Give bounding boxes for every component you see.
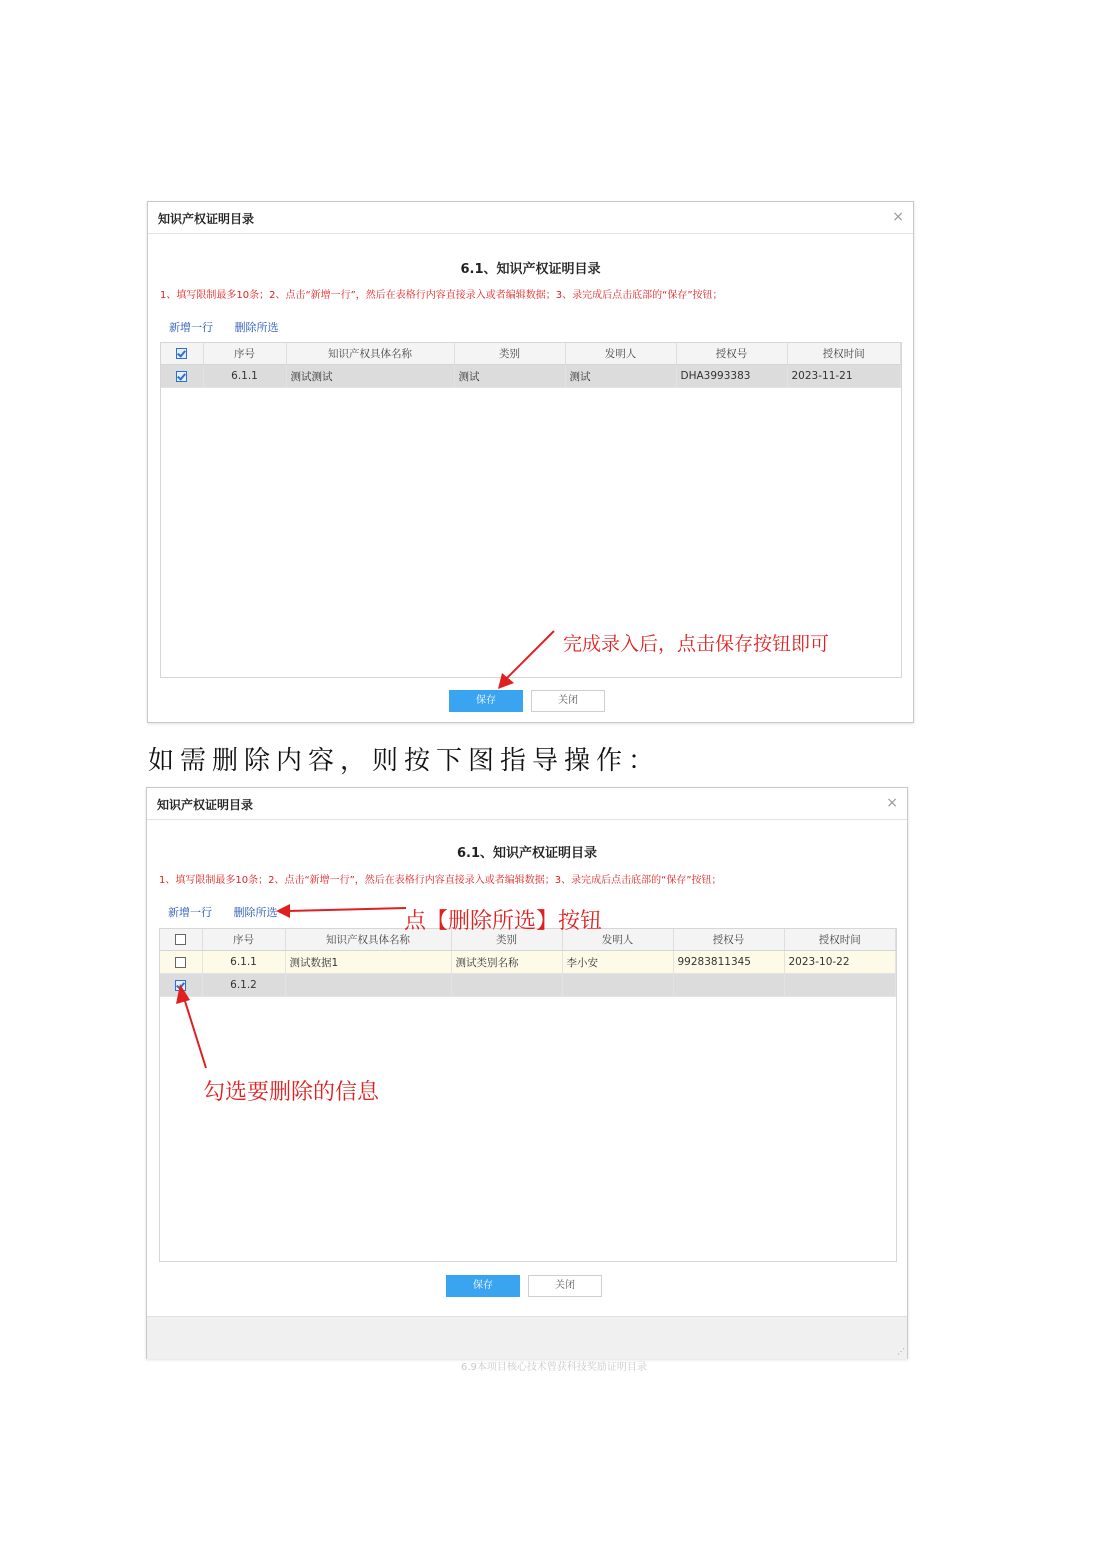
add-row-button[interactable]: 新增一行 xyxy=(168,906,212,919)
row-checkbox[interactable] xyxy=(175,957,186,968)
grid-toolbar xyxy=(169,319,297,335)
arrow-to-checkbox xyxy=(172,980,212,1072)
dialog-footer-bar xyxy=(147,1316,907,1359)
annotation-delete: 点【删除所选】按钮 xyxy=(404,909,603,934)
cell-auth-no[interactable] xyxy=(673,974,784,997)
cell-inventor[interactable] xyxy=(562,974,673,997)
column-header: 发明人 xyxy=(565,343,676,365)
close-button[interactable]: 关闭 xyxy=(528,1275,602,1297)
save-button[interactable]: 保存 xyxy=(449,690,523,712)
cell-auth-no[interactable]: DHA3993383 xyxy=(676,365,787,388)
cell-auth-date[interactable]: 2023-11-21 xyxy=(787,365,901,388)
form-heading: 6.1、知识产权证明目录 xyxy=(456,846,598,861)
cell-category[interactable]: 测试 xyxy=(454,365,565,388)
column-header: 类别 xyxy=(451,929,562,951)
delete-selected-button[interactable]: 删除所选 xyxy=(233,906,278,919)
delete-selected-button[interactable]: 删除所选 xyxy=(234,321,279,334)
background-footer-text: 6.9本项目核心技术曾获科技奖励证明目录 xyxy=(461,1362,647,1373)
column-header: 类别 xyxy=(454,343,565,365)
column-header: 授权号 xyxy=(676,343,787,365)
cell-category[interactable] xyxy=(451,974,562,997)
column-header: 序号 xyxy=(202,929,285,951)
close-icon[interactable]: × xyxy=(892,209,904,225)
dialog-ip-catalog-2 xyxy=(146,787,908,1359)
column-header: 授权号 xyxy=(673,929,784,951)
column-header: 授权时间 xyxy=(784,929,896,951)
resize-grip-icon[interactable]: ⋰ xyxy=(897,1347,905,1356)
dialog-header xyxy=(148,202,913,234)
dialog-title: 知识产权证明目录 xyxy=(158,212,255,226)
cell-name[interactable]: 测试数据1 xyxy=(285,951,451,974)
row-select-cell[interactable] xyxy=(161,365,203,388)
cell-name[interactable] xyxy=(285,974,451,997)
dialog-header xyxy=(147,788,907,820)
save-button[interactable]: 保存 xyxy=(446,1275,520,1297)
annotation-check: 勾选要删除的信息 xyxy=(203,1080,380,1105)
arrow-to-delete xyxy=(270,900,410,920)
instruction-note: 1、填写限制最多10条；2、点击“新增一行”，然后在表格行内容直接录入或者编辑数据；3、录完成后点击底部的“保存”按钮； xyxy=(160,290,723,301)
table-row[interactable] xyxy=(160,974,896,997)
close-icon[interactable]: × xyxy=(886,795,898,811)
select-all-checkbox[interactable] xyxy=(175,934,186,945)
annotation-save: 完成录入后，点击保存按钮即可 xyxy=(563,633,830,655)
column-header: 知识产权具体名称 xyxy=(286,343,454,365)
grid-header-row xyxy=(161,343,901,365)
form-heading: 6.1、知识产权证明目录 xyxy=(460,262,601,277)
select-all-cell[interactable] xyxy=(161,343,203,365)
column-header: 授权时间 xyxy=(787,343,901,365)
table-row[interactable] xyxy=(161,365,901,388)
cell-auth-date[interactable] xyxy=(784,974,896,997)
cell-seq: 6.1.2 xyxy=(202,974,285,997)
arrow-to-save xyxy=(490,625,560,693)
cell-inventor[interactable]: 李小安 xyxy=(562,951,673,974)
cell-inventor[interactable]: 测试 xyxy=(565,365,676,388)
cell-auth-no[interactable]: 99283811345 xyxy=(673,951,784,974)
select-all-cell[interactable] xyxy=(160,929,202,951)
instruction-note: 1、填写限制最多10条；2、点击“新增一行”，然后在表格行内容直接录入或者编辑数据；3、录完成后点击底部的“保存”按钮； xyxy=(159,875,722,886)
column-header: 知识产权具体名称 xyxy=(285,929,451,951)
cell-auth-date[interactable]: 2023-10-22 xyxy=(784,951,896,974)
table-row[interactable] xyxy=(160,951,896,974)
instruction-text: 如需删除内容，则按下图指导操作： xyxy=(148,746,661,776)
cell-category[interactable]: 测试类别名称 xyxy=(451,951,562,974)
add-row-button[interactable]: 新增一行 xyxy=(169,321,213,334)
select-all-checkbox[interactable] xyxy=(176,348,187,359)
cell-seq: 6.1.1 xyxy=(202,951,285,974)
row-select-cell[interactable] xyxy=(160,951,202,974)
row-checkbox[interactable] xyxy=(176,371,187,382)
cell-seq: 6.1.1 xyxy=(203,365,286,388)
close-button[interactable]: 关闭 xyxy=(531,690,605,712)
column-header: 序号 xyxy=(203,343,286,365)
dialog-title: 知识产权证明目录 xyxy=(157,798,254,812)
column-header: 发明人 xyxy=(562,929,673,951)
cell-name[interactable]: 测试测试 xyxy=(286,365,454,388)
